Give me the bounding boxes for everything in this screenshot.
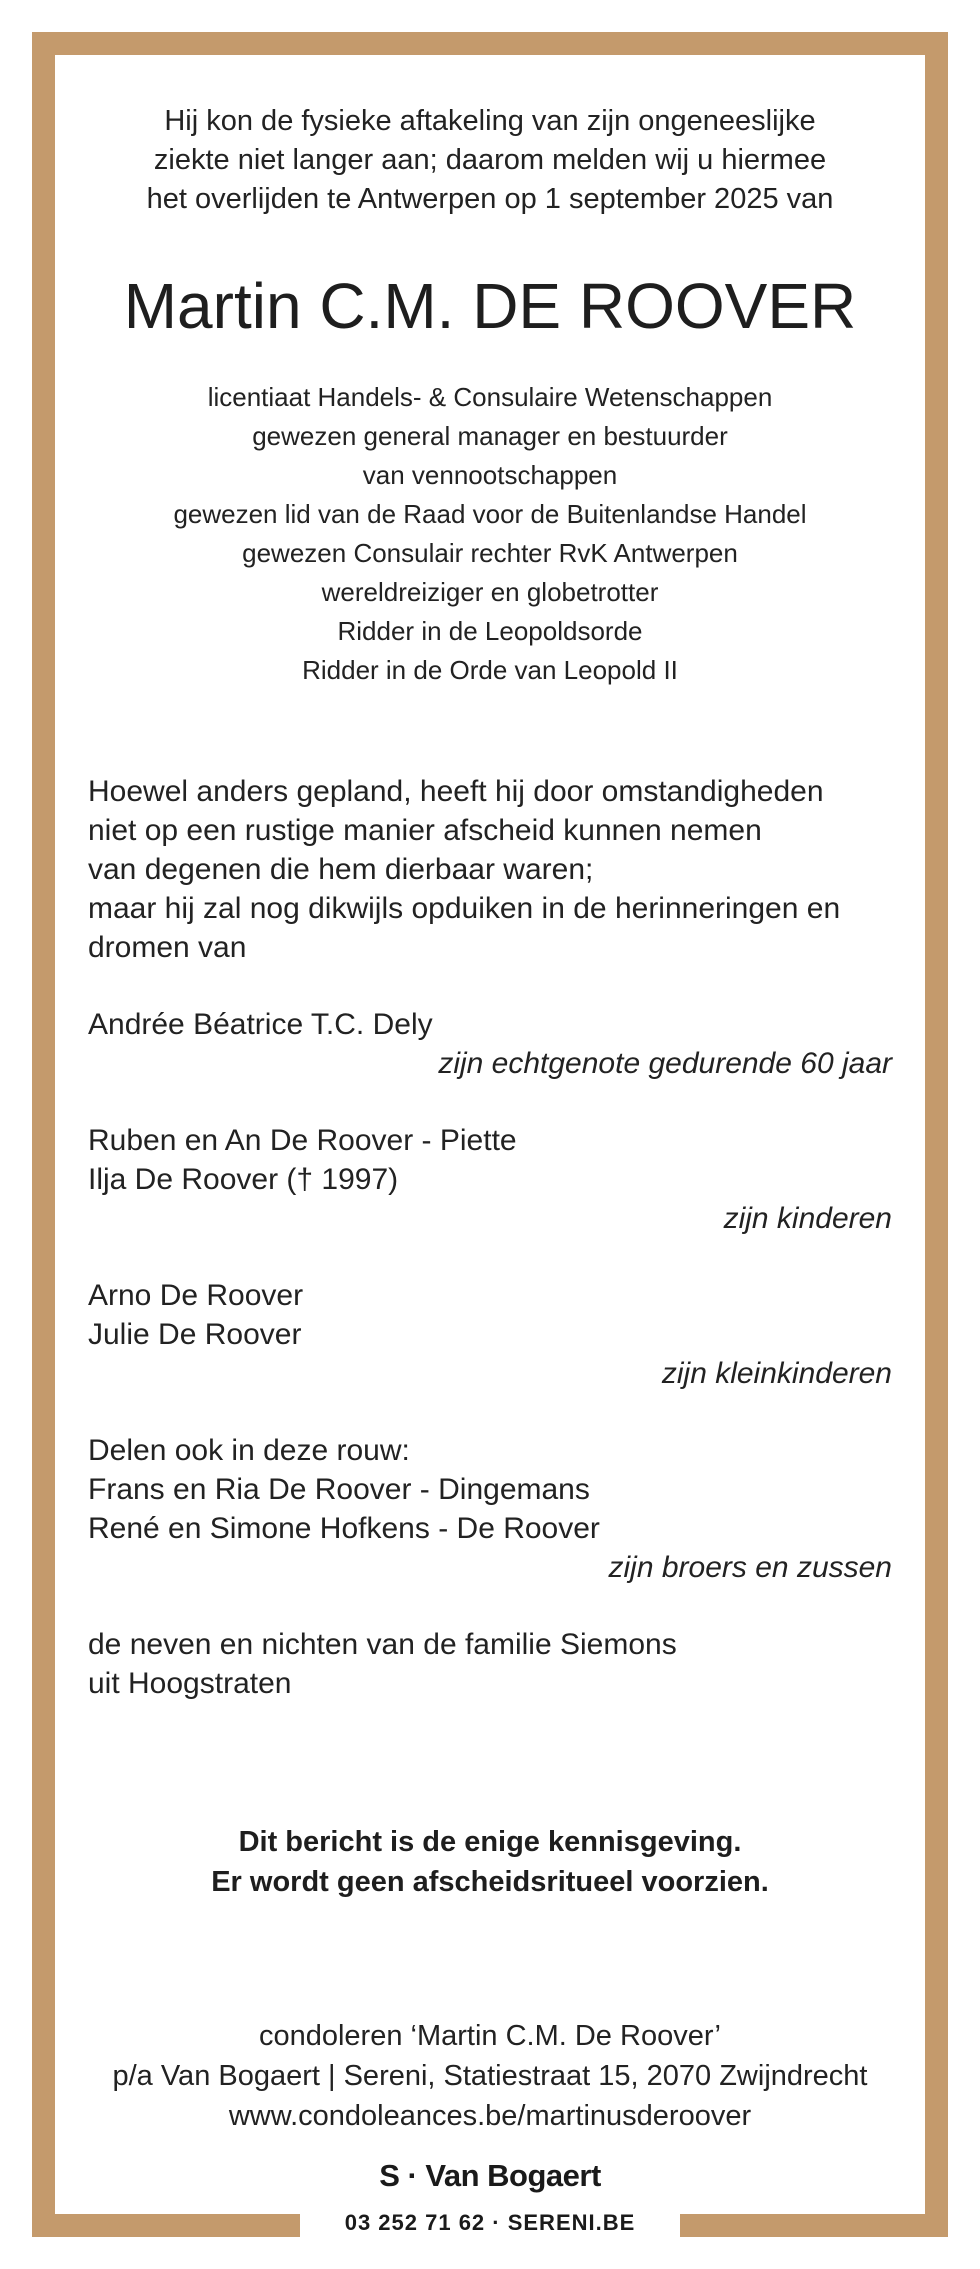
title-line: Ridder in de Orde van Leopold II — [302, 655, 678, 685]
contact-line: condoleren ‘Martin C.M. De Roover’ — [258, 2020, 722, 2052]
title-line: van vennootschappen — [362, 460, 618, 490]
sibling-name: René en Simone Hofkens - De Roover — [88, 1512, 600, 1545]
sibling-name: Frans en Ria De Roover - Dingemans — [88, 1473, 590, 1506]
honorific-titles — [0, 378, 980, 690]
contact-address: p/a Van Bogaert | Sereni, Statiestraat 15, 2070 Zwijndrecht — [112, 2060, 868, 2092]
child-name: Ruben en An De Roover - Piette — [88, 1124, 517, 1157]
title-line: gewezen general manager en bestuurder — [252, 421, 728, 451]
siblings-relation: zijn broers en zussen — [608, 1551, 892, 1584]
children-relation: zijn kinderen — [723, 1202, 892, 1235]
title-line: gewezen Consulair rechter RvK Antwerpen — [242, 538, 738, 568]
intro-line: het overlijden te Antwerpen op 1 september 2025 van — [146, 183, 834, 215]
grandchildren-relation: zijn kleinkinderen — [661, 1357, 892, 1390]
intro-text — [0, 102, 980, 219]
message-line: niet op een rustige manier afscheid kunnen nemen — [88, 814, 762, 847]
funeral-home-logo: S · Van Bogaert — [379, 2158, 601, 2193]
child-name: Ilja De Roover († 1997) — [88, 1163, 399, 1196]
family-line: uit Hoogstraten — [88, 1667, 292, 1700]
spouse-name: Andrée Béatrice T.C. Dely — [88, 1008, 433, 1041]
message-line: maar hij zal nog dikwijls opduiken in de herinneringen en — [88, 892, 841, 925]
family-line: de neven en nichten van de familie Siemons — [88, 1628, 677, 1661]
notice-line: Dit bericht is de enige kennisgeving. — [238, 1826, 742, 1858]
notice-line: Er wordt geen afscheidsritueel voorzien. — [211, 1866, 769, 1898]
spouse-relation: zijn echtgenote gedurende 60 jaar — [438, 1047, 892, 1080]
grandchild-name: Arno De Roover — [88, 1279, 304, 1312]
title-line: gewezen lid van de Raad voor de Buitenlandse Handel — [173, 499, 807, 529]
deceased-name: Martin C.M. DE ROOVER — [123, 270, 857, 342]
condolence-contact — [0, 2016, 980, 2136]
message-line: van degenen die hem dierbaar waren; — [88, 853, 594, 886]
condolence-link[interactable]: www.condoleances.be/martinusderoover — [228, 2100, 752, 2132]
title-line: licentiaat Handels- & Consulaire Wetenschappen — [207, 382, 773, 412]
title-line: Ridder in de Leopoldsorde — [337, 616, 643, 646]
mourners-section — [88, 772, 892, 1703]
grandchild-name: Julie De Roover — [88, 1318, 302, 1351]
title-line: wereldreiziger en globetrotter — [321, 577, 659, 607]
funeral-home-phone: 03 252 71 62 · SERENI.BE — [344, 2210, 636, 2235]
intro-line: ziekte niet langer aan; daarom melden wij u hiermee — [153, 144, 827, 176]
siblings-intro: Delen ook in deze rouw: — [88, 1434, 410, 1467]
intro-line: Hij kon de fysieke aftakeling van zijn ongeneeslijke — [164, 105, 816, 137]
message-line: Hoewel anders gepland, heeft hij door omstandigheden — [88, 775, 824, 808]
message-line: dromen van — [88, 931, 247, 964]
notice-text — [0, 1822, 980, 1902]
